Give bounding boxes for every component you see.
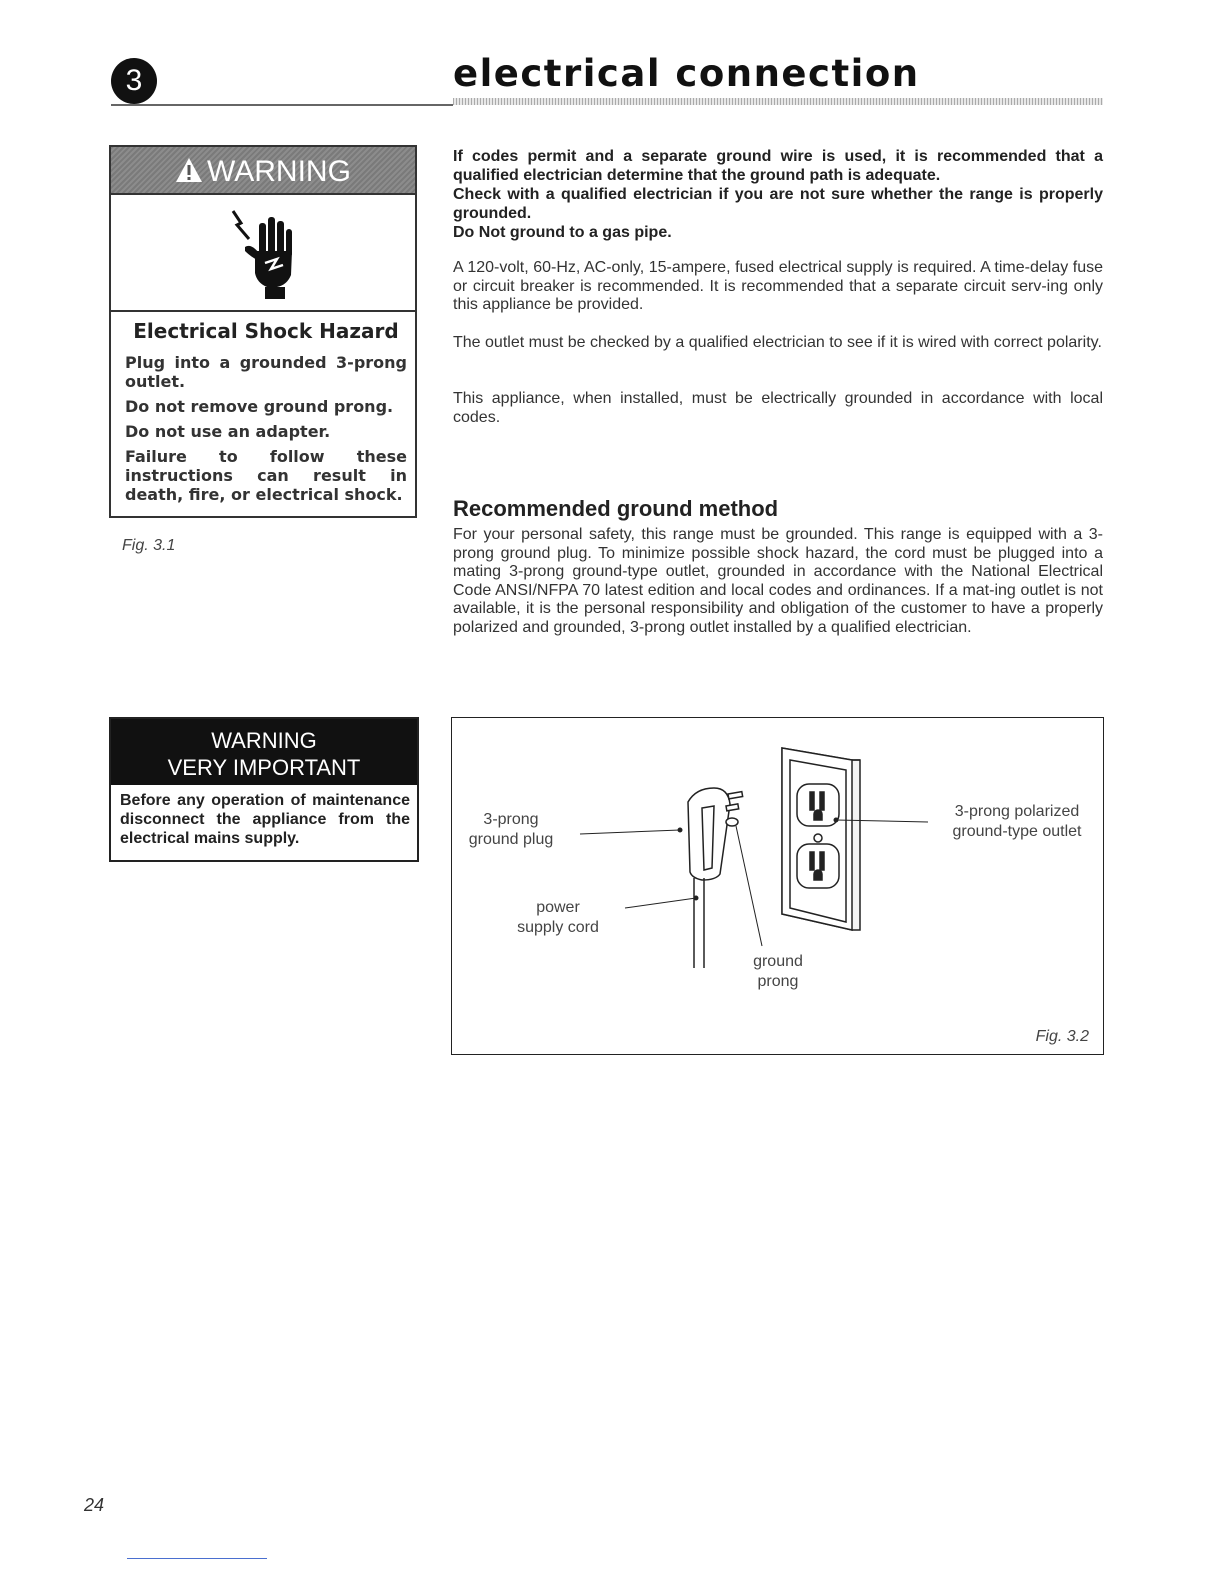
outlet-label-line1: 3-prong polarized — [954, 803, 1080, 820]
prong-label-line2: prong — [757, 973, 799, 990]
footer-rule — [127, 1558, 267, 1559]
electric-shock-hand-icon — [225, 203, 305, 303]
ground-prong-label — [738, 952, 818, 992]
ground-method-text: For your personal safety, this range must be grounded. This range is equipped with a 3-prong ground plug. To minimize possible shock hazard, the cord must be plugged into a mating 3-prong ground-type outlet, grounded in accordance with the National Electrical Code ANSI/NFPA 70 latest edition and local codes and ordinances. If a mat-ing outlet is not available, it is the personal responsibility and obligation of the customer to have a properly polarized and grounded, 3-prong outlet installed by a qualified electrician. — [453, 526, 1103, 636]
page-title: electrical connection — [453, 52, 920, 95]
warning-header — [111, 147, 415, 195]
warning-triangle-icon — [175, 157, 203, 183]
shock-hazard-warning-box — [109, 145, 417, 518]
grounding-paragraph: This appliance, when installed, must be electrically grounded in accordance with local codes. — [453, 390, 1103, 426]
plug-and-outlet-illustration — [452, 718, 1102, 1053]
prong-label-line1: ground — [753, 953, 803, 970]
header-rule-right — [453, 98, 1103, 105]
polarity-paragraph: The outlet must be checked by a qualified electrician to see if it is wired with correct polarity. — [453, 334, 1102, 351]
figure-label-3-1: Fig. 3.1 — [122, 537, 176, 554]
hazard-title: Electrical Shock Hazard — [133, 319, 399, 343]
figure-label-3-2: Fig. 3.2 — [1035, 1028, 1089, 1045]
maintenance-warning-text: Before any operation of maintenance disconnect the appliance from the electrical mains supply. — [120, 792, 410, 847]
plug-body — [688, 788, 743, 968]
outlet-label-line2: ground-type outlet — [952, 823, 1082, 840]
header-rule-left — [111, 104, 453, 106]
warning-label: WARNING — [211, 728, 317, 753]
warning-line: Failure to follow these instructions can result in death, fire, or electrical shock. — [125, 447, 407, 504]
very-important-label: VERY IMPORTANT — [167, 755, 361, 780]
grounding-notice — [453, 147, 1103, 242]
warning-line: Do not remove ground prong. — [125, 397, 394, 416]
plug-label-line2: ground plug — [468, 831, 554, 848]
shock-icon-area — [111, 195, 415, 312]
notice-line: Check with a qualified electrician if you are not sure whether the range is properly grounded. — [453, 186, 1103, 222]
plug-label-line1: 3-prong — [483, 811, 539, 828]
warning-line: Plug into a grounded 3-prong outlet. — [125, 353, 407, 391]
maintenance-warning-header — [111, 719, 417, 785]
outlet-label — [942, 802, 1092, 842]
page-number: 24 — [84, 1495, 105, 1515]
warning-header-label: WARNING — [207, 155, 351, 188]
plug-label — [466, 810, 556, 850]
cord-label-line2: supply cord — [517, 919, 599, 936]
warning-body — [125, 319, 407, 510]
notice-line: Do Not ground to a gas pipe. — [453, 224, 672, 241]
cord-label — [508, 898, 608, 938]
section-number-badge: 3 — [111, 58, 157, 104]
maintenance-warning-box — [109, 717, 419, 862]
supply-paragraph: A 120-volt, 60-Hz, AC-only, 15-ampere, fused electrical supply is required. A time-delay fuse or circuit breaker is recommended. It is recommended that a separate circuit serv-ing only this appliance be provided. — [453, 259, 1103, 313]
plug-outlet-figure — [451, 717, 1104, 1055]
notice-line: If codes permit and a separate ground wire is used, it is recommended that a qualified electrician determine that the ground path is adequate. — [453, 148, 1103, 184]
ground-method-heading: Recommended ground method — [453, 496, 779, 521]
cord-label-line1: power — [536, 899, 580, 916]
warning-line: Do not use an adapter. — [125, 422, 331, 441]
outlet-plate — [782, 748, 860, 930]
